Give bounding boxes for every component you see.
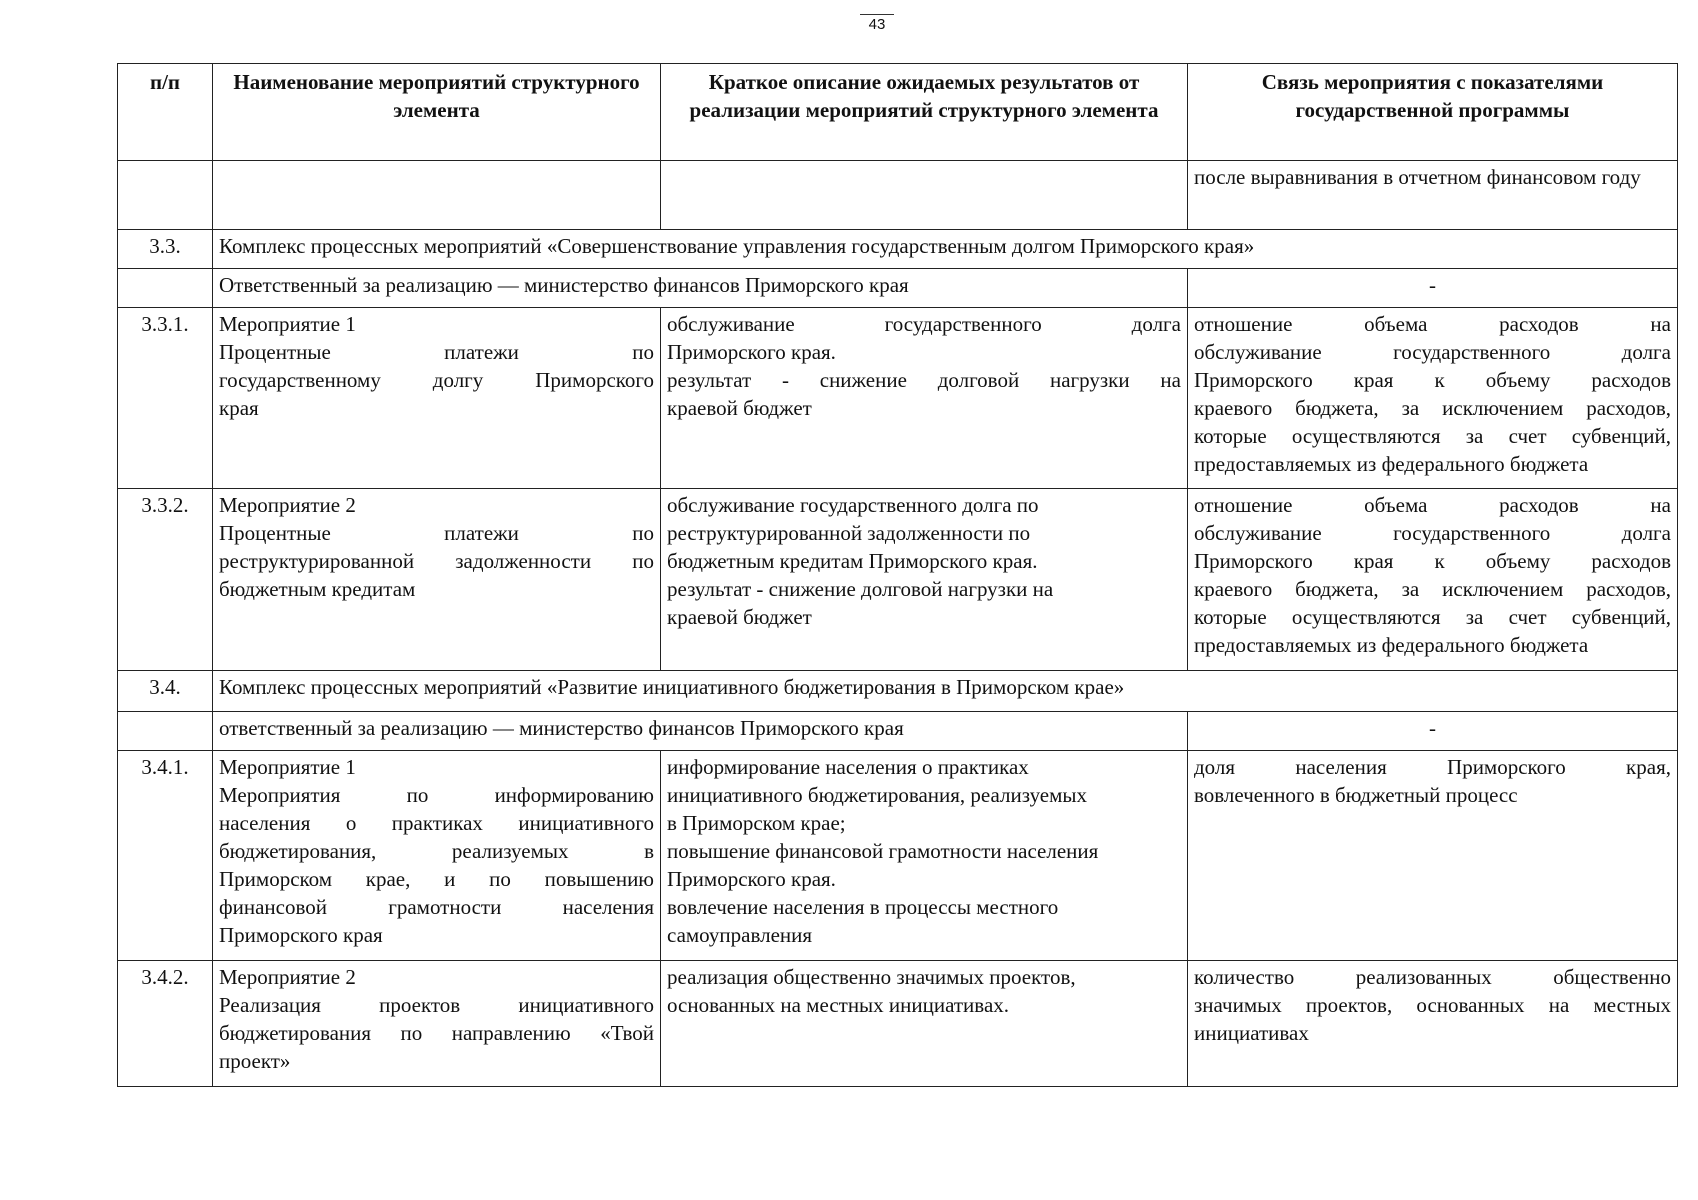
text-line: реструктурированной задолженности по <box>219 549 654 573</box>
text-line: финансовой грамотности населения <box>219 895 654 919</box>
continuation-name <box>213 161 661 230</box>
text-line: Приморского края к объему расходов <box>1194 549 1671 573</box>
text-line: Приморского края. <box>667 340 836 364</box>
section-title: Комплекс процессных мероприятий «Совершенствование управления государственным долгом Приморского края» <box>213 230 1678 269</box>
item-description <box>661 961 1188 1087</box>
text-line: краевой бюджет <box>667 396 812 420</box>
table-row <box>118 489 1678 671</box>
text-line: Приморского края <box>219 923 383 947</box>
text-line: результат - снижение долговой нагрузки на <box>667 577 1054 601</box>
item-name <box>213 751 661 961</box>
text-line: в Приморском крае; <box>667 811 846 835</box>
continuation-row <box>118 161 1678 230</box>
section-row-3-4 <box>118 671 1678 712</box>
text-line: обслуживание государственного долга <box>667 312 1181 336</box>
text-line: Процентные платежи по <box>219 340 654 364</box>
table-row <box>118 751 1678 961</box>
header-num: п/п <box>118 64 213 161</box>
text-line: бюджетирования, реализуемых в <box>219 839 654 863</box>
text-line: государственному долгу Приморского <box>219 368 654 392</box>
text-line: инициативах <box>1194 1021 1309 1045</box>
text-line: Мероприятие 1 <box>219 755 356 779</box>
item-description <box>661 489 1188 671</box>
item-num: 3.4.1. <box>118 751 213 961</box>
continuation-num <box>118 161 213 230</box>
text-line: реализация общественно значимых проектов, <box>667 965 1076 989</box>
text-line: самоуправления <box>667 923 813 947</box>
item-description <box>661 751 1188 961</box>
text-line: проект» <box>219 1049 291 1073</box>
text-line: реструктурированной задолженности по <box>667 521 1031 545</box>
text-line: населения о практиках инициативного <box>219 811 654 835</box>
text-line: информирование населения о практиках <box>667 755 1029 779</box>
item-num: 3.3.2. <box>118 489 213 671</box>
text-line: отношение объема расходов на <box>1194 493 1671 517</box>
text-line: предоставляемых из федерального бюджета <box>1194 452 1589 476</box>
text-line: предоставляемых из федерального бюджета <box>1194 633 1589 657</box>
section-title: Комплекс процессных мероприятий «Развитие инициативного бюджетирования в Приморском крае» <box>213 671 1678 712</box>
header-link: Связь мероприятия с показателями государственной программы <box>1188 64 1678 161</box>
text-line: бюджетирования по направлению «Твой <box>219 1021 654 1045</box>
item-description <box>661 308 1188 489</box>
item-num: 3.4.2. <box>118 961 213 1087</box>
text-line: Приморского края к объему расходов <box>1194 368 1671 392</box>
responsible-text: Ответственный за реализацию — министерство финансов Приморского края <box>213 269 1188 308</box>
responsible-link: - <box>1188 712 1678 751</box>
item-link <box>1188 751 1678 961</box>
text-line: краевого бюджета, за исключением расходов, <box>1194 577 1671 601</box>
item-name <box>213 489 661 671</box>
text-line: Мероприятия по информированию <box>219 783 654 807</box>
text-line: краевого бюджета, за исключением расходов, <box>1194 396 1671 420</box>
text-line: Мероприятие 2 <box>219 493 356 517</box>
text-line: результат - снижение долговой нагрузки на <box>667 368 1181 392</box>
item-num: 3.3.1. <box>118 308 213 489</box>
text-line: края <box>219 396 259 420</box>
text-line: Процентные платежи по <box>219 521 654 545</box>
text-line: вовлеченного в бюджетный процесс <box>1194 783 1518 807</box>
text-line: значимых проектов, основанных на местных <box>1194 993 1671 1017</box>
text-line: количество реализованных общественно <box>1194 965 1671 989</box>
table-row <box>118 961 1678 1087</box>
text-line: доля населения Приморского края, <box>1194 755 1671 779</box>
header-description: Краткое описание ожидаемых результатов от реализации мероприятий структурного элемента <box>661 64 1188 161</box>
item-link <box>1188 308 1678 489</box>
responsible-num <box>118 269 213 308</box>
text-line: которые осуществляются за счет субвенций, <box>1194 605 1671 629</box>
text-line: инициативного бюджетирования, реализуемых <box>667 783 1088 807</box>
text-line: обслуживание государственного долга <box>1194 521 1671 545</box>
item-link <box>1188 961 1678 1087</box>
section-row-3-3 <box>118 230 1678 269</box>
responsible-link: - <box>1188 269 1678 308</box>
item-name <box>213 961 661 1087</box>
responsible-row-3-4 <box>118 712 1678 751</box>
responsible-text: ответственный за реализацию — министерство финансов Приморского края <box>213 712 1188 751</box>
header-name: Наименование мероприятий структурного элемента <box>213 64 661 161</box>
text-line: которые осуществляются за счет субвенций, <box>1194 424 1671 448</box>
section-num: 3.4. <box>118 671 213 712</box>
text-line: основанных на местных инициативах. <box>667 993 1010 1017</box>
text-line: отношение объема расходов на <box>1194 312 1671 336</box>
text-line: бюджетным кредитам <box>219 577 416 601</box>
text-line: краевой бюджет <box>667 605 812 629</box>
responsible-row-3-3 <box>118 269 1678 308</box>
text-line: Приморского края. <box>667 867 836 891</box>
text-line: Приморском крае, и по повышению <box>219 867 654 891</box>
text-line: Мероприятие 1 <box>219 312 356 336</box>
page-number: 43 <box>860 14 894 33</box>
continuation-link: после выравнивания в отчетном финансовом году <box>1188 161 1678 230</box>
text-line: Мероприятие 2 <box>219 965 356 989</box>
text-line: бюджетным кредитам Приморского края. <box>667 549 1038 573</box>
continuation-desc <box>661 161 1188 230</box>
text-line: повышение финансовой грамотности населения <box>667 839 1099 863</box>
item-name <box>213 308 661 489</box>
text-line: обслуживание государственного долга <box>1194 340 1671 364</box>
item-link <box>1188 489 1678 671</box>
responsible-num <box>118 712 213 751</box>
table-row <box>118 308 1678 489</box>
section-num: 3.3. <box>118 230 213 269</box>
text-line: Реализация проектов инициативного <box>219 993 654 1017</box>
table-header-row <box>118 64 1678 161</box>
text-line: вовлечение населения в процессы местного <box>667 895 1059 919</box>
text-line: обслуживание государственного долга по <box>667 493 1039 517</box>
measures-table <box>117 63 1678 1087</box>
